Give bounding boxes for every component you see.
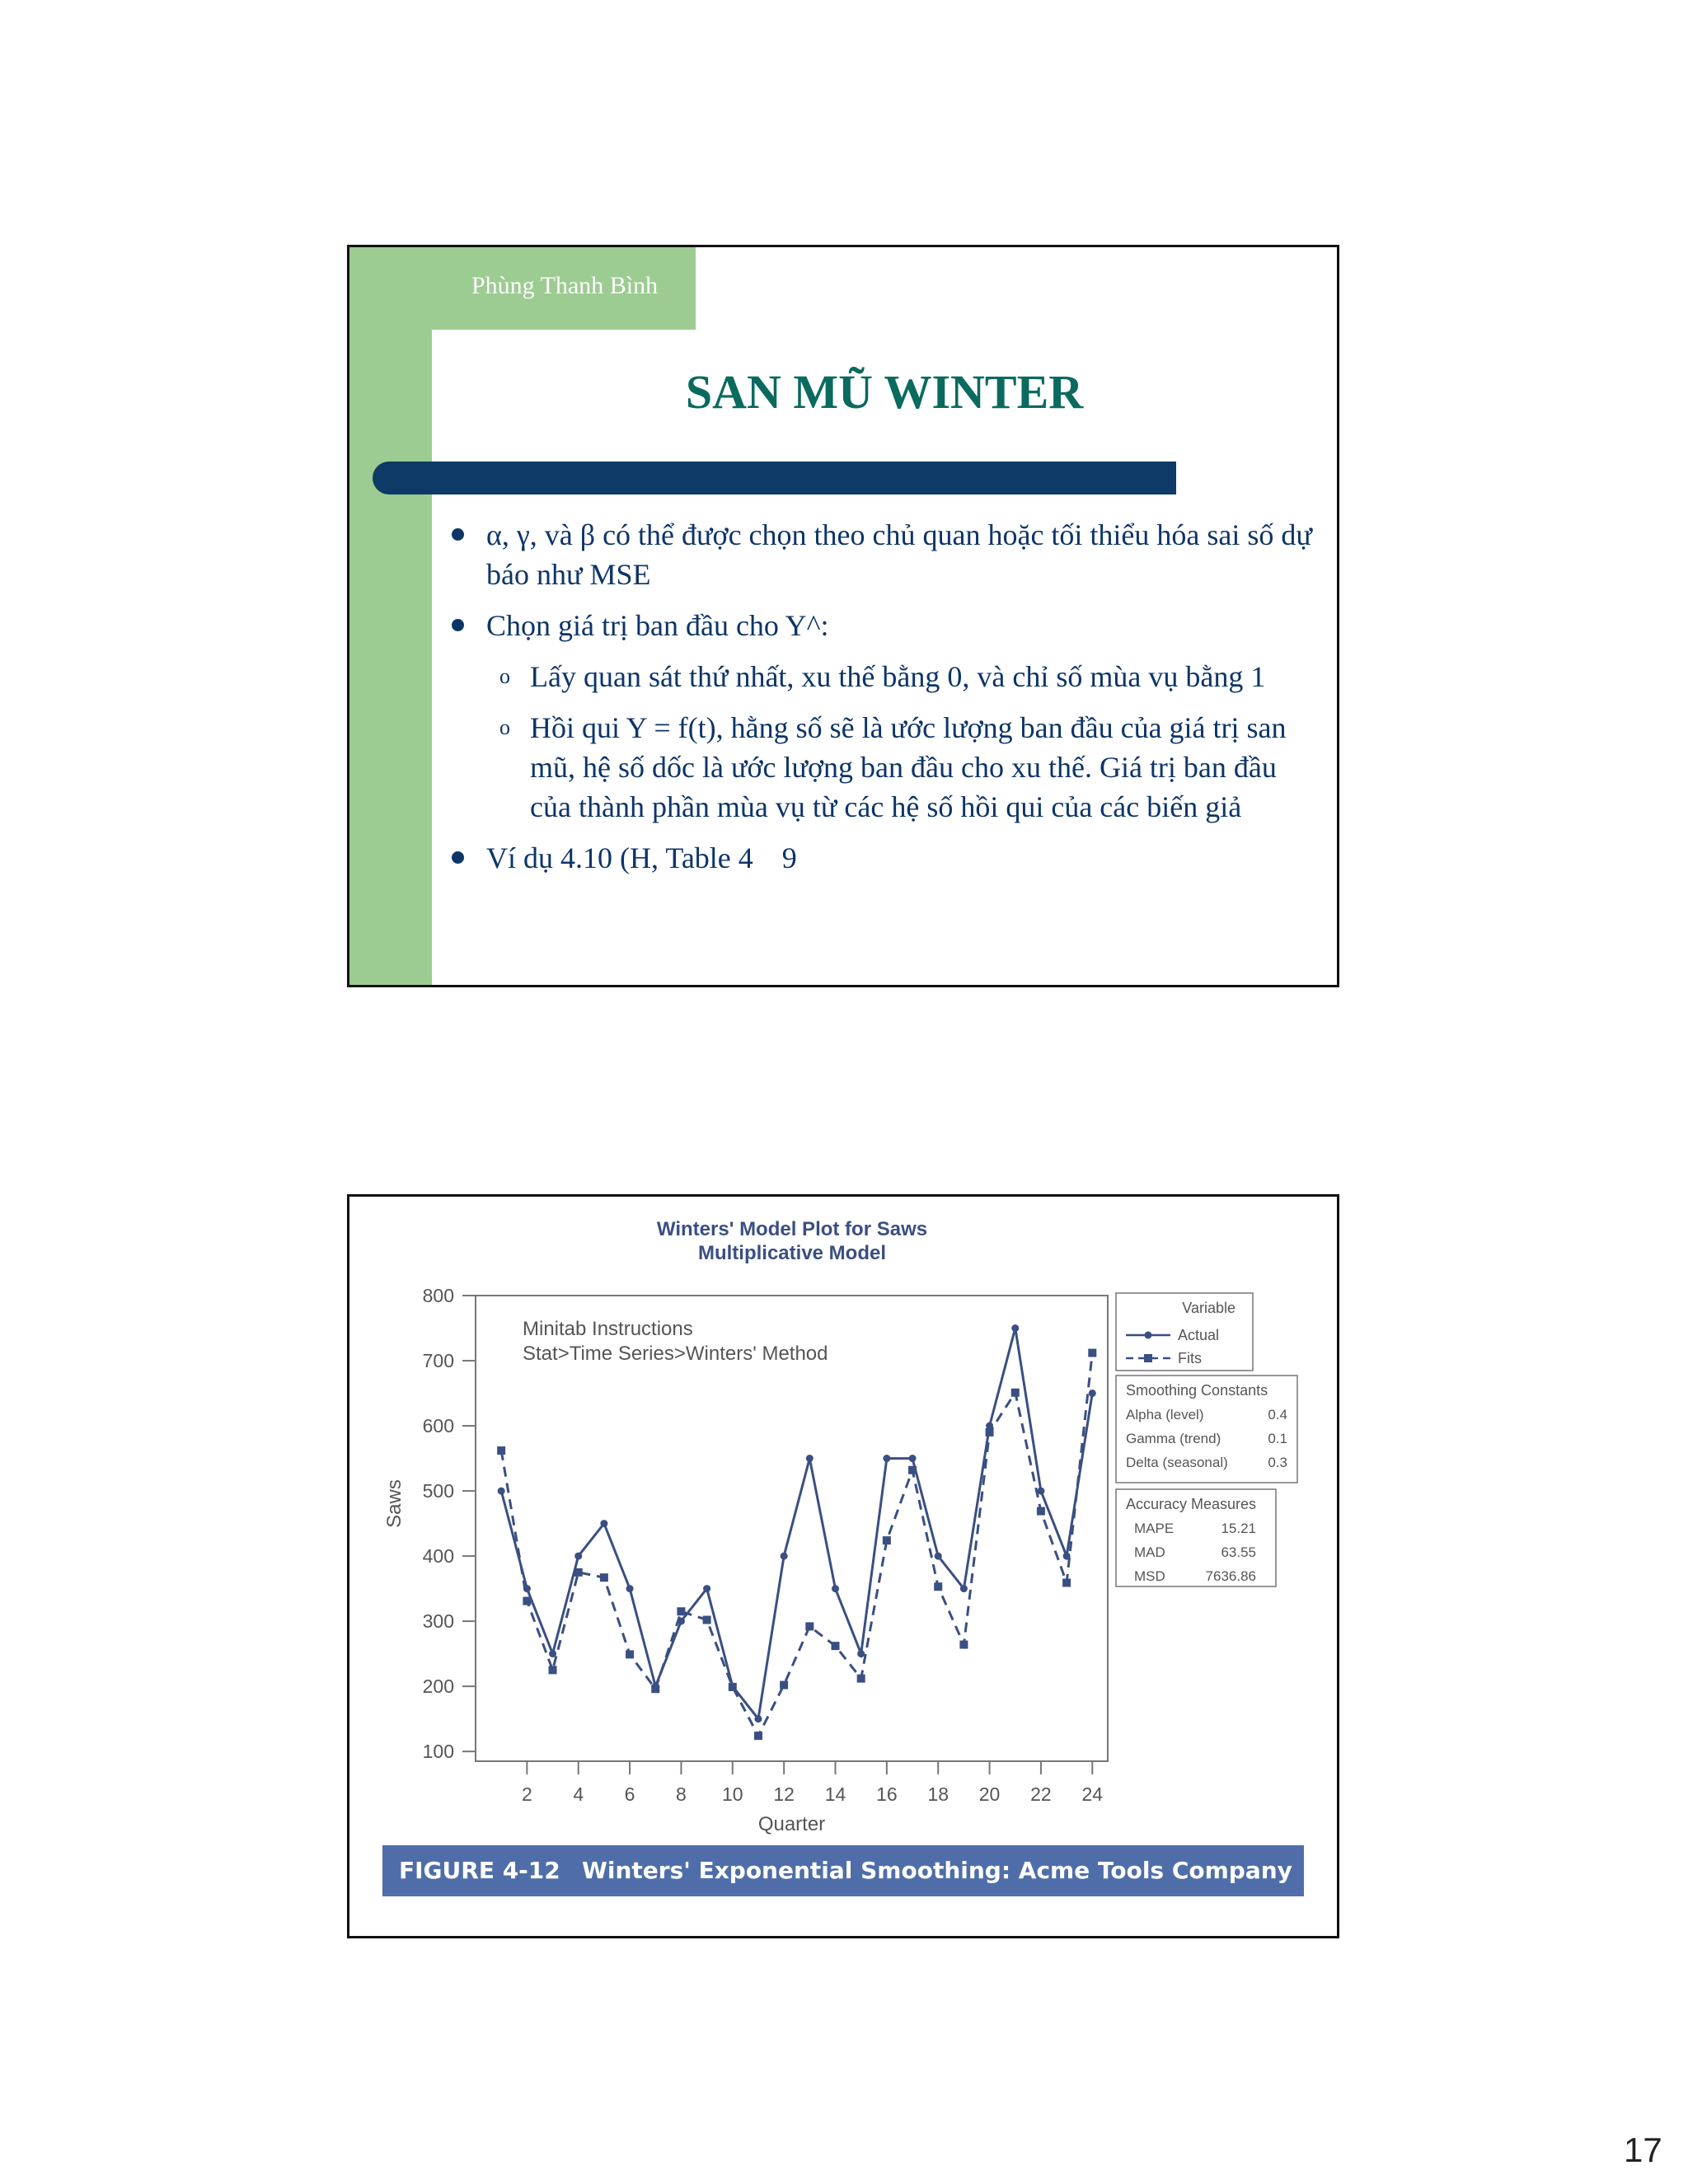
annotation-line: Minitab Instructions [523,1318,693,1340]
y-tick-label: 200 [422,1675,454,1698]
y-tick-label: 500 [422,1480,454,1502]
page-number: 17 [1624,2130,1662,2169]
data-point-actual [781,1553,788,1560]
data-point-fits [626,1650,634,1658]
legend-entry: Fits [1178,1350,1202,1366]
data-point-fits [1062,1578,1071,1586]
y-tick-label: 400 [422,1545,454,1568]
data-point-actual [960,1585,968,1592]
smoothing-label: Delta (seasonal) [1126,1455,1228,1470]
smoothing-label: Alpha (level) [1126,1407,1204,1422]
x-tick-label: 24 [1081,1783,1104,1805]
data-point-fits [651,1685,659,1693]
y-tick-label: 100 [422,1741,454,1763]
title-underline-bar [373,462,1176,494]
figure-number: FIGURE 4-12 [399,1857,560,1884]
x-tick-label: 2 [521,1783,532,1805]
sub-bullet-text: Lấy quan sát thứ nhất, xu thế bằng 0, và chỉ số mùa vụ bằng 1 [530,660,1266,693]
data-point-fits [600,1573,608,1582]
data-point-fits [805,1622,814,1630]
accuracy-title: Accuracy Measures [1126,1496,1257,1512]
accuracy-label: MAPE [1134,1521,1175,1536]
smoothing-label: Gamma (trend) [1126,1431,1221,1446]
sub-bullet-text: Hồi qui Y = f(t), hằng số sẽ là ước lượng ban đầu của giá trị san mũ, hệ số dốc là ước lượng ban đầu cho xu thế. Giá trị ban đầu của thành phần mùa vụ từ các hệ số hồi qui của các biến giả [530,711,1287,823]
data-point-actual [832,1585,839,1592]
data-point-fits [754,1732,762,1740]
data-point-actual [806,1455,814,1462]
data-point-fits [574,1568,583,1577]
bullet-item [452,515,1317,594]
x-tick-label: 4 [573,1783,584,1805]
sub-bullet-marker: o [499,664,510,688]
x-tick-label: 8 [676,1783,687,1805]
data-point-actual [754,1715,762,1722]
data-point-fits [677,1607,685,1615]
chart-subtitle: Multiplicative Model [697,1242,887,1264]
figure-caption: Winters' Exponential Smoothing: Acme Tools Company Data [582,1857,1292,1935]
data-point-actual [857,1650,865,1657]
data-point-actual [574,1553,582,1560]
accuracy-label: MSD [1134,1568,1165,1584]
green-sidebar [349,247,432,985]
bullet-item [452,606,1317,645]
data-point-actual [935,1553,942,1560]
smoothing-title: Smoothing Constants [1126,1382,1268,1399]
x-axis-label: Quarter [757,1813,826,1835]
winters-model-chart [349,1197,1337,1936]
data-point-fits [497,1446,505,1455]
bullet-text: Chọn giá trị ban đầu cho Y^: [486,609,829,642]
accuracy-value: 7636.86 [1205,1568,1256,1584]
sub-bullet-item [452,708,1317,827]
figure-caption-banner [382,1845,1304,1935]
data-point-fits [908,1466,917,1474]
bullet-list [452,515,1317,889]
bullet-item [452,838,1317,878]
series-line-actual [501,1329,1092,1719]
data-point-actual [909,1455,917,1462]
bullet-text-tail: 9 [781,841,797,874]
data-point-actual [1011,1324,1019,1332]
data-point-fits [549,1666,557,1674]
data-point-actual [498,1488,505,1495]
bullet-dot-icon [452,851,464,864]
legend-marker-actual [1145,1332,1152,1339]
slide-1 [347,245,1339,987]
x-tick-label: 16 [876,1783,898,1805]
data-point-actual [703,1585,710,1592]
slide-title: SAN MŨ WINTER [685,365,1084,419]
data-point-fits [523,1597,531,1605]
data-point-actual [600,1520,607,1527]
chart-title: Winters' Model Plot for Saws [656,1218,928,1240]
x-tick-label: 12 [773,1783,795,1805]
x-tick-label: 22 [1030,1783,1052,1805]
bullet-text: α, γ, và β có thể được chọn theo chủ quan hoặc tối thiểu hóa sai số dự báo như MSE [486,518,1312,591]
smoothing-value: 0.4 [1268,1407,1287,1422]
data-point-actual [626,1585,634,1592]
x-tick-label: 18 [927,1783,950,1805]
author-name: Phùng Thanh Bình [471,272,659,299]
data-point-actual [883,1455,890,1462]
accuracy-value: 63.55 [1221,1544,1256,1560]
smoothing-value: 0.1 [1268,1431,1287,1446]
y-tick-label: 700 [422,1350,454,1372]
x-tick-label: 6 [624,1783,635,1805]
legend-title: Variable [1182,1300,1236,1316]
legend-entry: Actual [1178,1327,1220,1343]
x-tick-label: 20 [978,1783,1001,1805]
data-point-actual [1089,1390,1096,1397]
accuracy-value: 15.21 [1221,1521,1256,1536]
data-point-fits [1088,1349,1096,1357]
bullet-text: Ví dụ 4.10 (H, Table 4 [486,841,753,874]
bullet-dot-icon [452,528,464,541]
data-point-fits [934,1582,942,1591]
series-line-fits [501,1353,1092,1736]
data-point-fits [832,1642,840,1650]
data-point-fits [857,1675,865,1683]
data-point-fits [883,1536,891,1544]
data-point-fits [1037,1507,1045,1516]
data-point-fits [1011,1389,1020,1397]
sub-bullet-marker: o [499,715,510,739]
x-tick-label: 10 [721,1783,743,1805]
y-tick-label: 600 [422,1415,454,1437]
y-tick-label: 300 [422,1610,454,1633]
data-point-fits [780,1681,788,1690]
y-tick-label: 800 [422,1285,454,1306]
x-tick-label: 14 [824,1783,846,1805]
data-point-fits [959,1641,968,1649]
data-point-fits [703,1616,711,1624]
slide-2 [347,1194,1339,1938]
data-point-fits [729,1683,737,1691]
accuracy-label: MAD [1134,1544,1165,1560]
bullet-dot-icon [452,619,464,631]
annotation-line: Stat>Time Series>Winters' Method [523,1343,828,1365]
smoothing-value: 0.3 [1268,1455,1287,1470]
data-point-fits [986,1428,994,1436]
y-axis-label: Saws [383,1479,406,1528]
legend-marker-fits [1144,1354,1152,1362]
sub-bullet-item [452,657,1317,696]
